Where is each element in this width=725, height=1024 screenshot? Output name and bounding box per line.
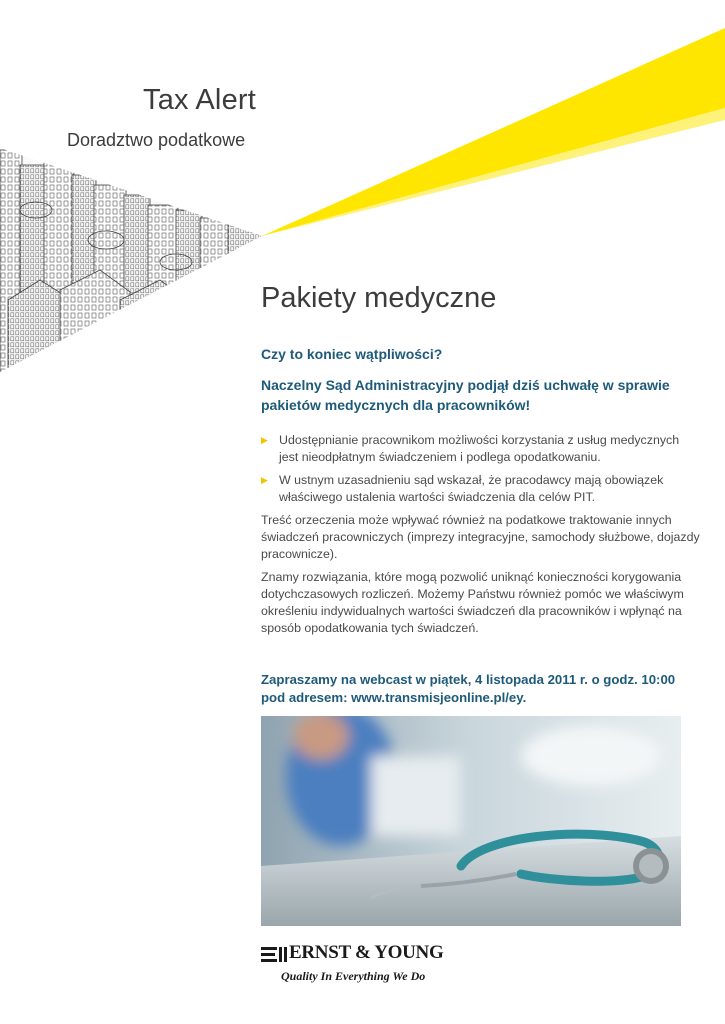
article-title: Pakiety medyczne	[261, 282, 497, 314]
paragraph: Treść orzeczenia może wpływać również na podatkowe traktowanie innych świadczeń pracowniczych (imprezy integracyjne, samochody służbowe, dojazdy pracownicze).	[261, 513, 700, 561]
article-intro	[261, 344, 701, 426]
brand-title: Tax Alert	[143, 84, 257, 116]
bullet-list	[261, 432, 701, 506]
paragraph: Znamy rozwiązania, które mogą pozwolić uniknąć konieczności korygowania dotychczasowych rozliczeń. Możemy Państwu również pomóc we właściwym określeniu indywidualnych wartości świadczeń dla pracowników i wpłynąć na sposób opodatkowania tych świadczeń.	[261, 570, 684, 635]
ernst-young-logo	[261, 942, 461, 1002]
stethoscope-photo	[261, 716, 681, 926]
logo-wordmark: ERNST & YOUNG	[289, 942, 444, 963]
list-item-text: Udostępnianie pracownikom możliwości korzystania z usług medycznych jest nieodpłatnym świadczeniem i podlega opodatkowaniu.	[279, 433, 680, 464]
article-body	[261, 432, 701, 643]
list-item	[261, 472, 701, 506]
city-sketch	[0, 140, 265, 380]
intro-question: Czy to koniec wątpliwości?	[261, 346, 443, 362]
bullet-triangle-icon: ▶	[261, 435, 268, 445]
webcast-invitation: Zapraszamy na webcast w piątek, 4 listopada 2011 r. o godz. 10:00 pod adresem: www.transmisjeonline.pl/ey.	[261, 672, 676, 705]
ey-logo-mark-icon	[261, 944, 287, 966]
intro-headline: Naczelny Sąd Administracyjny podjął dziś uchwałę w sprawie pakietów medycznych dla pracowników!	[261, 377, 670, 413]
list-item-text: W ustnym uzasadnieniu sąd wskazał, że pracodawcy mają obowiązek właściwego ustalenia wartości świadczenia dla celów PIT.	[279, 473, 664, 504]
header-beam-graphic	[0, 0, 725, 380]
logo-tagline: Quality In Everything We Do	[281, 969, 426, 983]
brand-subtitle: Doradztwo podatkowe	[67, 130, 246, 150]
list-item	[261, 432, 701, 466]
bullet-triangle-icon: ▶	[261, 475, 268, 485]
